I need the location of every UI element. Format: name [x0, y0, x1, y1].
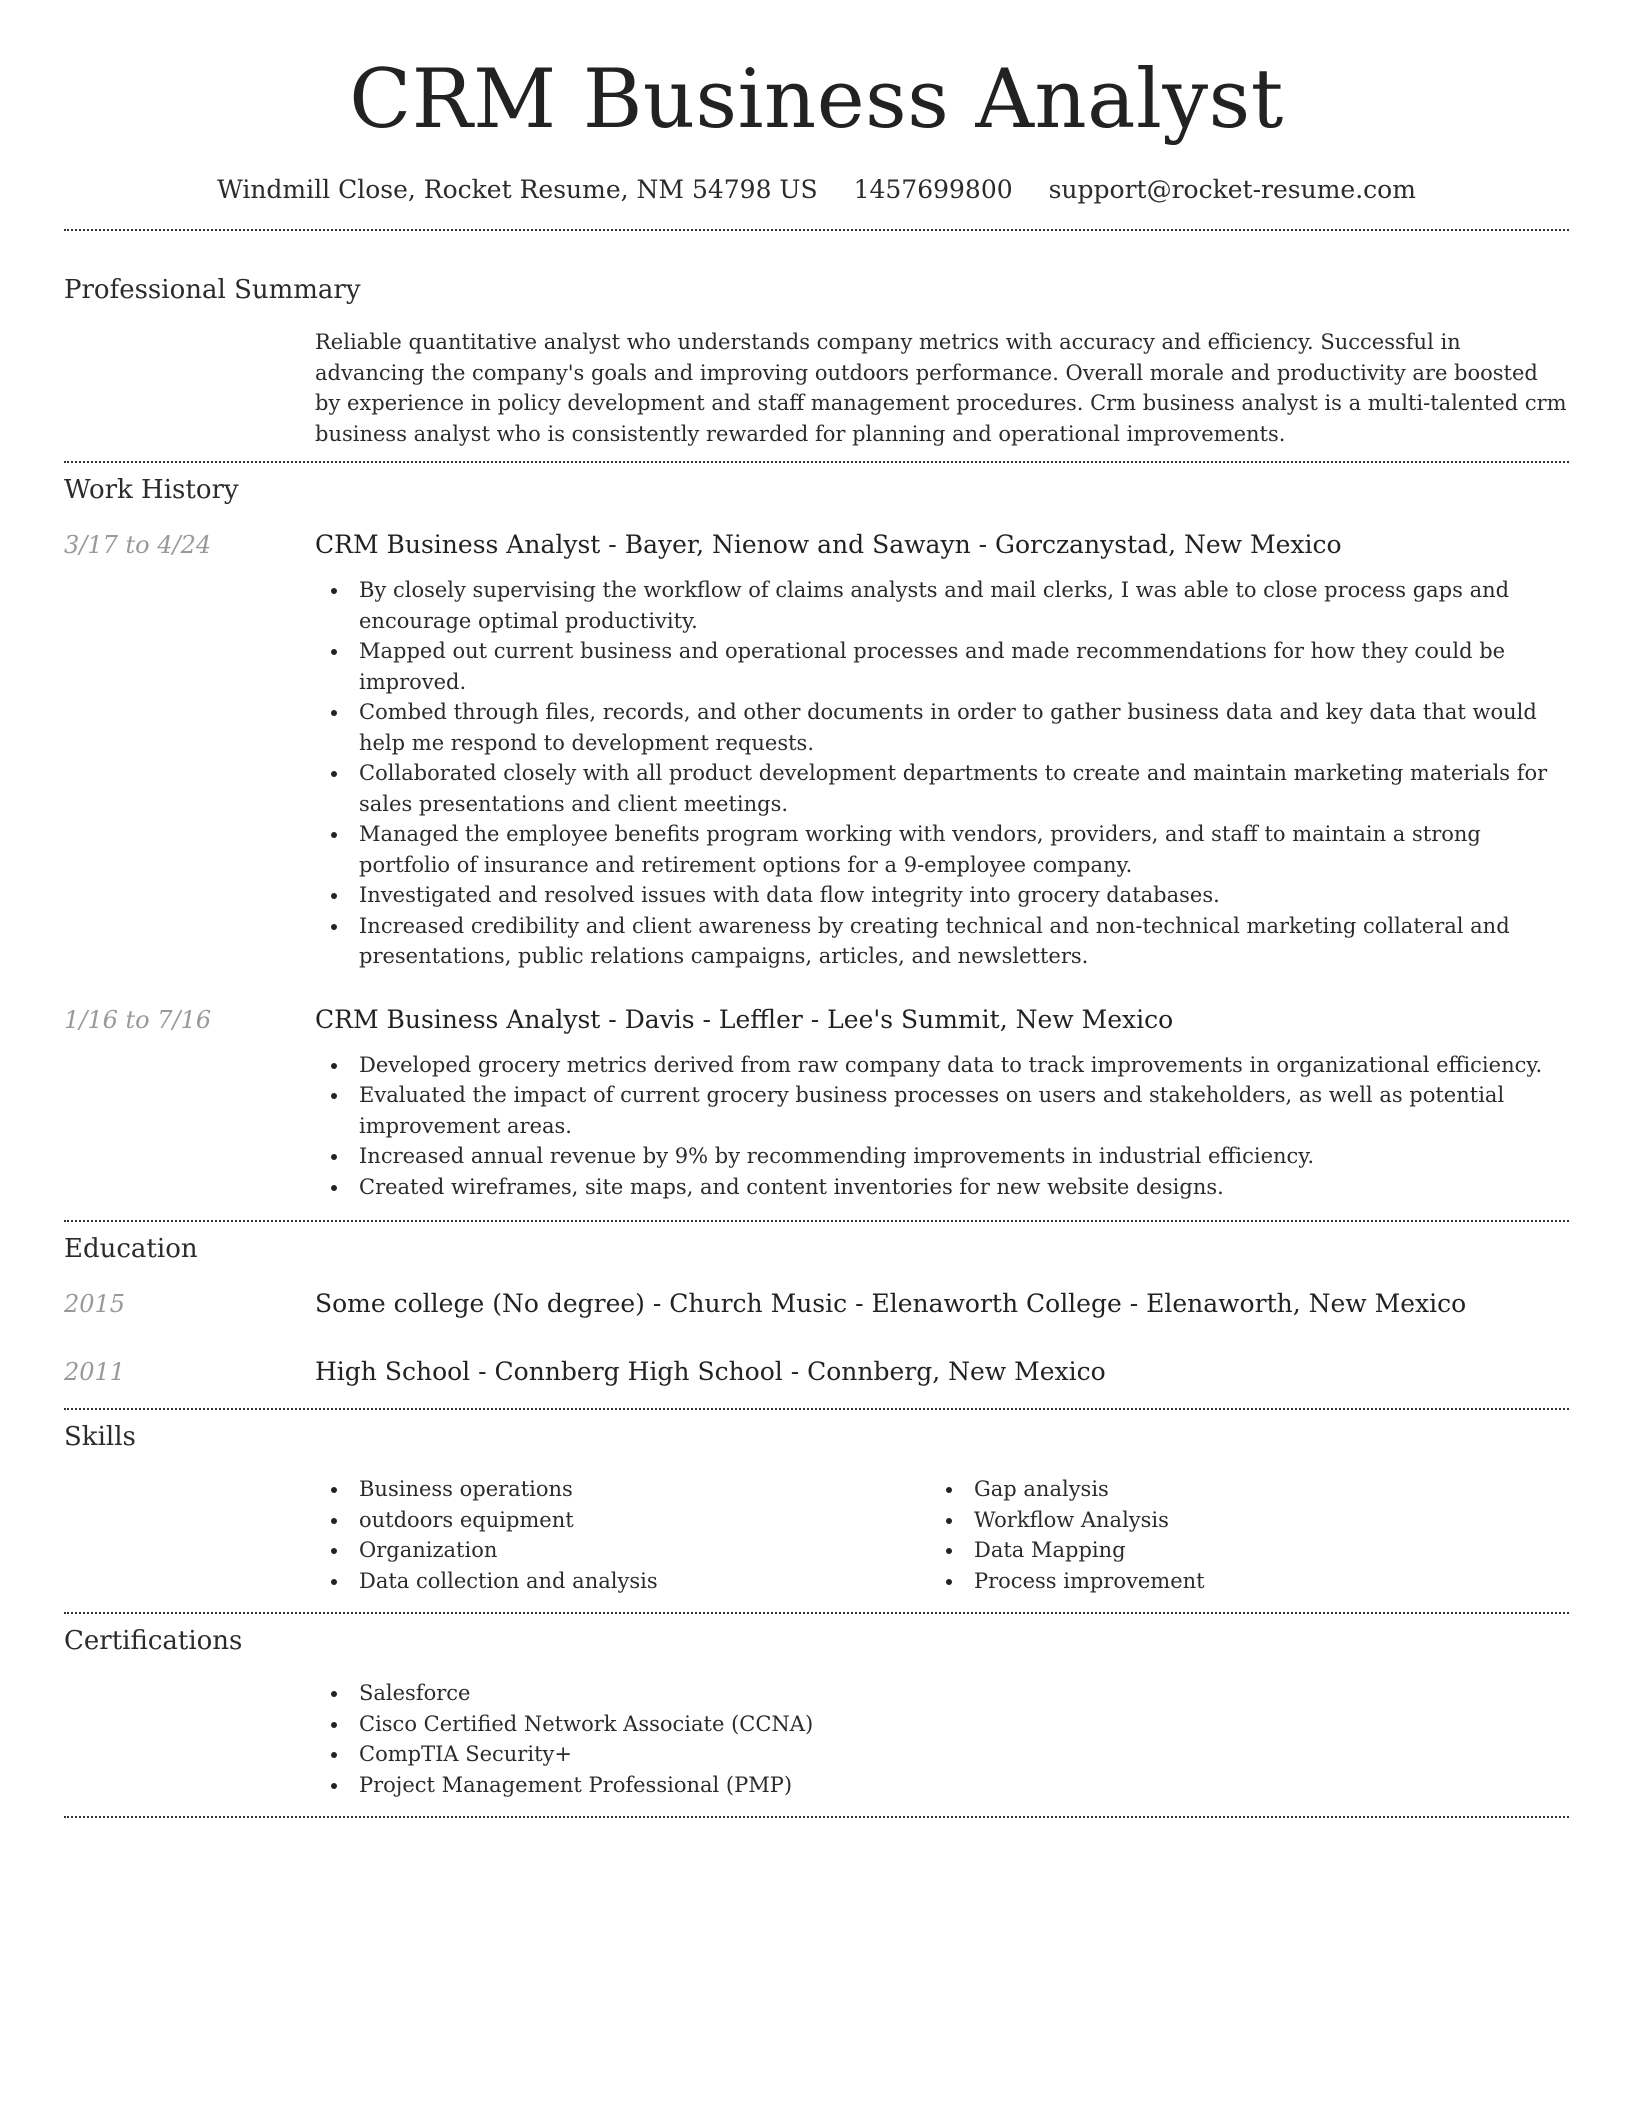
skills-columns	[315, 1474, 1569, 1596]
job-bullet: Mapped out current business and operational processes and made recommendations for how they could be improved.	[315, 636, 1569, 697]
job-bullet: Developed grocery metrics derived from raw company data to track improvements in organizational efficiency.	[315, 1050, 1569, 1081]
candidate-name: CRM Business Analyst	[349, 53, 1284, 147]
job-bullet: By closely supervising the workflow of claims analysts and mail clerks, I was able to close process gaps and encourage optimal productivity.	[315, 575, 1569, 636]
job-dates: 3/17 to 4/24	[64, 531, 212, 559]
certifications-section	[64, 1614, 1569, 1800]
skill-item: Business operations	[315, 1474, 930, 1505]
education-entry	[64, 1288, 1569, 1320]
job-bullet: Evaluated the impact of current grocery business processes on users and stakeholders, as well as potential improvement areas.	[315, 1080, 1569, 1141]
work-title: Work History	[64, 475, 239, 505]
skill-item: outdoors equipment	[315, 1505, 930, 1536]
work-section	[64, 463, 1569, 1202]
job-bullet: Collaborated closely with all product development departments to create and maintain marketing materials for sales presentations and client meetings.	[315, 758, 1569, 819]
resume-page	[64, 0, 1569, 1818]
job-bullet: Created wireframes, site maps, and content inventories for new website designs.	[315, 1172, 1569, 1203]
skill-item: Data collection and analysis	[315, 1566, 930, 1597]
skills-section	[64, 1410, 1569, 1596]
skills-right-list	[930, 1474, 1545, 1596]
job-entry	[64, 1004, 1569, 1203]
email: support@rocket-resume.com	[1048, 175, 1416, 204]
education-entry	[64, 1356, 1569, 1388]
job-heading: CRM Business Analyst - Davis - Leffler - Lee's Summit, New Mexico	[315, 1004, 1174, 1034]
education-heading: Some college (No degree) - Church Music - Elenaworth College - Elenaworth, New Mexico	[315, 1289, 1467, 1318]
job-bullets	[315, 1050, 1569, 1203]
job-entry	[64, 529, 1569, 972]
skill-item: Gap analysis	[930, 1474, 1545, 1505]
education-section	[64, 1222, 1569, 1388]
skills-title: Skills	[64, 1422, 136, 1452]
job-bullet: Investigated and resolved issues with data flow integrity into grocery databases.	[315, 880, 1569, 911]
skill-item: Process improvement	[930, 1566, 1545, 1597]
education-heading: High School - Connberg High School - Connberg, New Mexico	[315, 1357, 1106, 1386]
education-title: Education	[64, 1234, 198, 1264]
certifications-title: Certifications	[64, 1626, 243, 1656]
job-bullet: Increased annual revenue by 9% by recommending improvements in industrial efficiency.	[315, 1141, 1569, 1172]
address: Windmill Close, Rocket Resume, NM 54798 US	[217, 175, 818, 204]
skill-item: Data Mapping	[930, 1535, 1545, 1566]
skill-item: Workflow Analysis	[930, 1505, 1545, 1536]
phone: 1457699800	[853, 175, 1013, 204]
summary-section	[64, 231, 1569, 449]
job-bullet: Increased credibility and client awareness by creating technical and non-technical marketing collateral and presentations, public relations campaigns, articles, and newsletters.	[315, 911, 1569, 972]
summary-title: Professional Summary	[64, 275, 361, 305]
certification-item: CompTIA Security+	[315, 1739, 1569, 1770]
education-year: 2015	[64, 1290, 126, 1318]
job-dates: 1/16 to 7/16	[64, 1005, 212, 1034]
job-bullets	[315, 575, 1569, 972]
skill-item: Organization	[315, 1535, 930, 1566]
certifications-list	[315, 1678, 1569, 1800]
certification-item: Project Management Professional (PMP)	[315, 1770, 1569, 1801]
certification-item: Salesforce	[315, 1678, 1569, 1709]
certification-item: Cisco Certified Network Associate (CCNA)	[315, 1709, 1569, 1740]
summary-text: Reliable quantitative analyst who understands company metrics with accuracy and efficiency. Successful in advancing the company's goals and improving outdoors performance. Overall morale and productivity are boosted by experience in policy development and staff management procedures. Crm business analyst is a multi-talented crm business analyst who is consistently rewarded for planning and operational improvements.	[315, 330, 1567, 446]
job-bullet: Combed through files, records, and other documents in order to gather business data and key data that would help me respond to development requests.	[315, 697, 1569, 758]
job-bullet: Managed the employee benefits program working with vendors, providers, and staff to maintain a strong portfolio of insurance and retirement options for a 9-employee company.	[315, 819, 1569, 880]
contact-line	[64, 174, 1569, 206]
education-year: 2011	[64, 1358, 126, 1386]
job-heading: CRM Business Analyst - Bayer, Nienow and Sawayn - Gorczanystad, New Mexico	[315, 530, 1342, 559]
certifications-divider	[64, 1816, 1569, 1818]
skills-left-list	[315, 1474, 930, 1596]
